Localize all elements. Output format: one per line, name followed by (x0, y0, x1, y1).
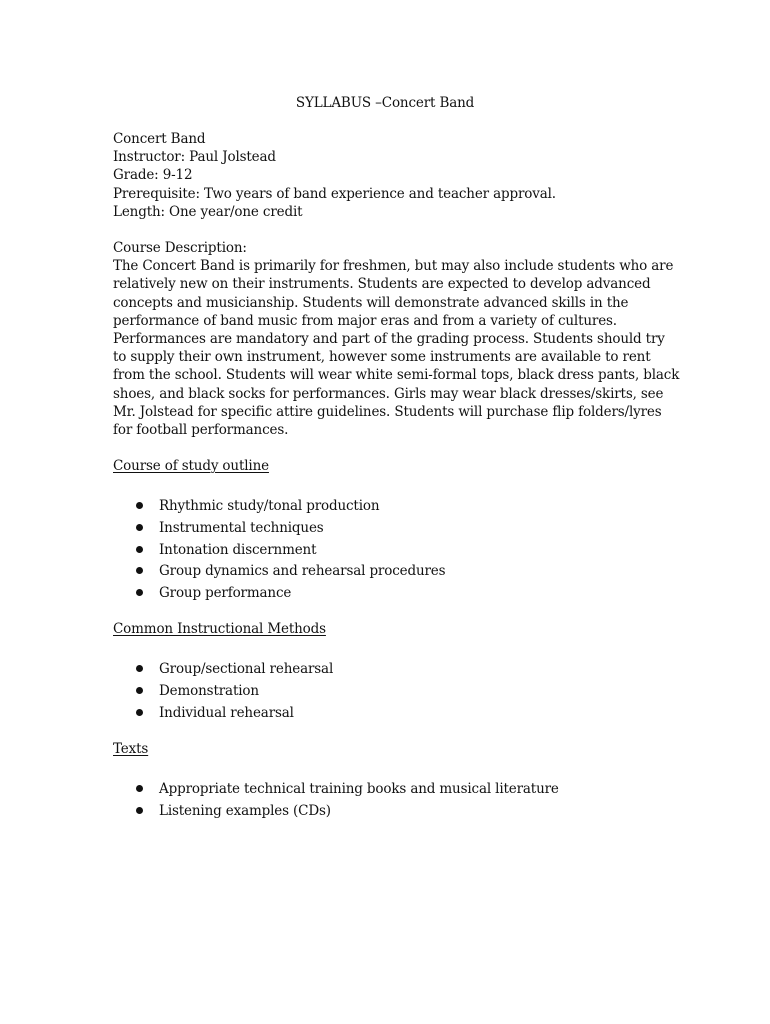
list-item (113, 802, 559, 824)
bullet-icon (136, 567, 143, 574)
description-line: relatively new on their instruments. Students are expected to develop advanced (113, 276, 651, 293)
list-item-text: Individual rehearsal (159, 704, 294, 721)
list-item (113, 497, 445, 519)
page-title: SYLLABUS –Concert Band (295, 95, 475, 111)
length: Length: One year/one credit (113, 203, 303, 220)
list-item-text: Instrumental techniques (159, 519, 324, 536)
course-description (113, 239, 679, 439)
bullet-icon (136, 807, 143, 814)
description-line: performance of band music from major eras and from a variety of cultures. (113, 312, 617, 329)
prerequisite: Prerequisite: Two years of band experience and teacher approval. (113, 185, 556, 202)
description-line: to supply their own instrument, however some instruments are available to rent (113, 349, 651, 366)
course-info (113, 130, 556, 221)
list-item (113, 660, 333, 682)
list-item (113, 682, 333, 704)
description-line: The Concert Band is primarily for freshmen, but may also include students who are (113, 258, 674, 275)
grade: Grade: 9-12 (113, 167, 193, 184)
list-item-text: Group/sectional rehearsal (159, 661, 334, 677)
list-item (113, 541, 445, 563)
list-item-text: Demonstration (159, 682, 259, 699)
list-item-text: Appropriate technical training books and musical literature (159, 781, 559, 797)
list-item (113, 780, 559, 802)
description-line: shoes, and black socks for performances. Girls may wear black dresses/skirts, see (113, 385, 664, 402)
description-line: for football performances. (113, 422, 289, 439)
list-item (113, 704, 333, 726)
bullet-icon (136, 589, 143, 596)
course-name: Concert Band (113, 131, 206, 147)
instructional-methods-list (113, 660, 333, 725)
bullet-icon (136, 785, 143, 792)
section-heading-instructional-methods: Common Instructional Methods (113, 621, 326, 637)
description-line: concepts and musicianship. Students will demonstrate advanced skills in the (113, 294, 629, 311)
bullet-icon (136, 665, 143, 672)
description-label: Course Description: (113, 240, 247, 256)
list-item-text: Intonation discernment (159, 541, 317, 558)
course-outline-list (113, 497, 445, 606)
description-line: Mr. Jolstead for specific attire guidelines. Students will purchase flip folders/lyres (113, 403, 662, 420)
bullet-icon (136, 502, 143, 509)
list-item-text: Group performance (159, 585, 292, 602)
list-item-text: Listening examples (CDs) (159, 802, 331, 819)
texts-list (113, 780, 559, 824)
bullet-icon (136, 524, 143, 531)
description-line: from the school. Students will wear white semi-formal tops, black dress pants, black (113, 367, 680, 384)
description-line: Performances are mandatory and part of the grading process. Students should try (113, 331, 665, 348)
list-item (113, 519, 445, 541)
instructor: Instructor: Paul Jolstead (113, 149, 276, 166)
list-item (113, 584, 445, 606)
list-item-text: Group dynamics and rehearsal procedures (159, 563, 446, 580)
list-item (113, 562, 445, 584)
section-heading-course-outline: Course of study outline (113, 458, 269, 474)
bullet-icon (136, 687, 143, 694)
list-item-text: Rhythmic study/tonal production (159, 498, 380, 514)
bullet-icon (136, 709, 143, 716)
bullet-icon (136, 546, 143, 553)
section-heading-texts: Texts (113, 741, 149, 757)
